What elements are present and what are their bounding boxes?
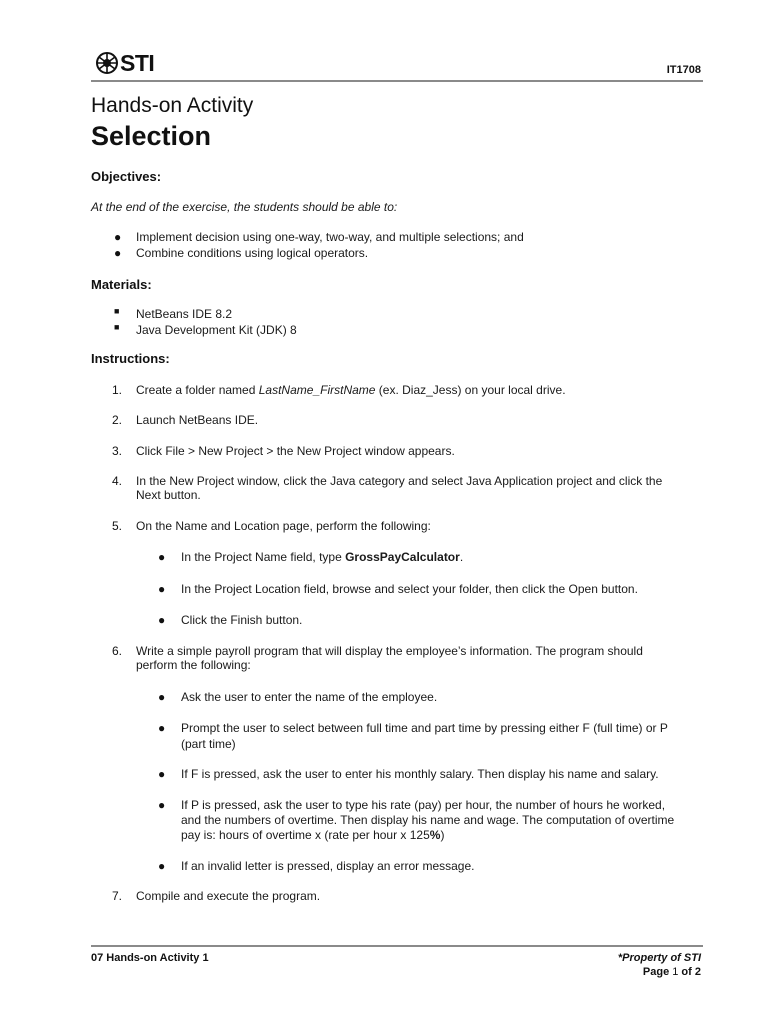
bullet-dot-icon: ● bbox=[158, 613, 166, 627]
document-title: Selection bbox=[91, 121, 212, 151]
step-5-subitem: In the Project Name field, type GrossPayCalculator. bbox=[181, 550, 464, 564]
step-6-text-line-1: Write a simple payroll program that will display the employee’s information. The program should bbox=[136, 644, 643, 658]
instructions-heading: Instructions: bbox=[91, 351, 170, 366]
bullet-square-icon: ■ bbox=[114, 322, 120, 332]
step-number: 6. bbox=[111, 644, 122, 658]
material-item: NetBeans IDE 8.2 bbox=[136, 307, 233, 321]
step-6-subitem-line-1: If P is pressed, ask the user to type his rate (pay) per hour, the number of hours he worked, bbox=[181, 798, 666, 812]
step-4-text-line-2: Next button. bbox=[136, 488, 201, 502]
bullet-dot-icon: ● bbox=[114, 246, 122, 260]
step-6-text-line-2: perform the following: bbox=[136, 658, 251, 672]
step-1-text: Create a folder named LastName_FirstName (ex. Diaz_Jess) on your local drive. bbox=[136, 383, 566, 397]
step-7-text: Compile and execute the program. bbox=[136, 889, 321, 903]
step-3-text: Click File > New Project > the New Project window appears. bbox=[136, 444, 455, 458]
bullet-dot-icon: ● bbox=[158, 582, 166, 596]
step-6-subitem-line-3: pay is: hours of overtime x (rate per hour x 125%) bbox=[181, 828, 445, 842]
step-6-subitem: Ask the user to enter the name of the employee. bbox=[181, 690, 438, 704]
bullet-dot-icon: ● bbox=[158, 798, 166, 812]
bullet-dot-icon: ● bbox=[158, 550, 166, 564]
bullet-dot-icon: ● bbox=[158, 721, 166, 735]
step-number: 1. bbox=[111, 383, 122, 397]
document-subtitle: Hands-on Activity bbox=[91, 94, 254, 117]
step-number: 4. bbox=[111, 474, 122, 488]
sti-logo bbox=[95, 50, 154, 76]
project-name: GrossPayCalculator bbox=[345, 550, 460, 564]
objectives-intro: At the end of the exercise, the students should be able to: bbox=[91, 200, 398, 214]
page-number: Page 1 of 2 bbox=[642, 966, 701, 978]
step-number: 3. bbox=[111, 444, 122, 458]
step-number: 7. bbox=[111, 889, 122, 903]
objective-item: Implement decision using one-way, two-way, and multiple selections; and bbox=[136, 230, 524, 244]
step-number: 2. bbox=[111, 413, 122, 427]
bullet-square-icon: ■ bbox=[114, 306, 120, 316]
footer-activity-label: 07 Hands-on Activity 1 bbox=[91, 952, 209, 964]
material-item: Java Development Kit (JDK) 8 bbox=[136, 323, 297, 337]
logo-text: STI bbox=[120, 49, 155, 76]
step-2-text: Launch NetBeans IDE. bbox=[136, 413, 259, 427]
step-4-text-line-1: In the New Project window, click the Java category and select Java Application project and click the bbox=[136, 474, 663, 488]
folder-name-example: LastName_FirstName bbox=[258, 383, 376, 397]
step-6-subitem-line-2: (part time) bbox=[181, 737, 236, 751]
step-5-text: On the Name and Location page, perform the following: bbox=[136, 519, 431, 533]
footer-page-info bbox=[618, 951, 701, 979]
step-number: 5. bbox=[111, 519, 122, 533]
sti-globe-icon bbox=[95, 51, 119, 75]
bullet-dot-icon: ● bbox=[114, 230, 122, 244]
step-5-subitem: In the Project Location field, browse and select your folder, then click the Open button. bbox=[181, 582, 638, 596]
bullet-dot-icon: ● bbox=[158, 859, 166, 873]
step-6-subitem: If an invalid letter is pressed, display an error message. bbox=[181, 859, 475, 873]
property-notice: *Property of STI bbox=[617, 952, 701, 964]
bullet-dot-icon: ● bbox=[158, 767, 166, 781]
document-code: IT1708 bbox=[666, 64, 701, 76]
step-6-subitem-line-2: and the numbers of overtime. Then display his name and wage. The computation of overtime bbox=[181, 813, 675, 827]
materials-heading: Materials: bbox=[91, 277, 152, 292]
objectives-heading: Objectives: bbox=[91, 169, 162, 184]
bullet-dot-icon: ● bbox=[158, 690, 166, 704]
objective-item: Combine conditions using logical operators. bbox=[136, 246, 369, 260]
footer-divider bbox=[91, 945, 703, 947]
step-6-subitem: If F is pressed, ask the user to enter his monthly salary. Then display his name and salary. bbox=[181, 767, 659, 781]
step-5-subitem: Click the Finish button. bbox=[181, 613, 303, 627]
step-6-subitem-line-1: Prompt the user to select between full time and part time by pressing either F (full time) or P bbox=[181, 721, 668, 735]
header-divider bbox=[91, 80, 703, 82]
